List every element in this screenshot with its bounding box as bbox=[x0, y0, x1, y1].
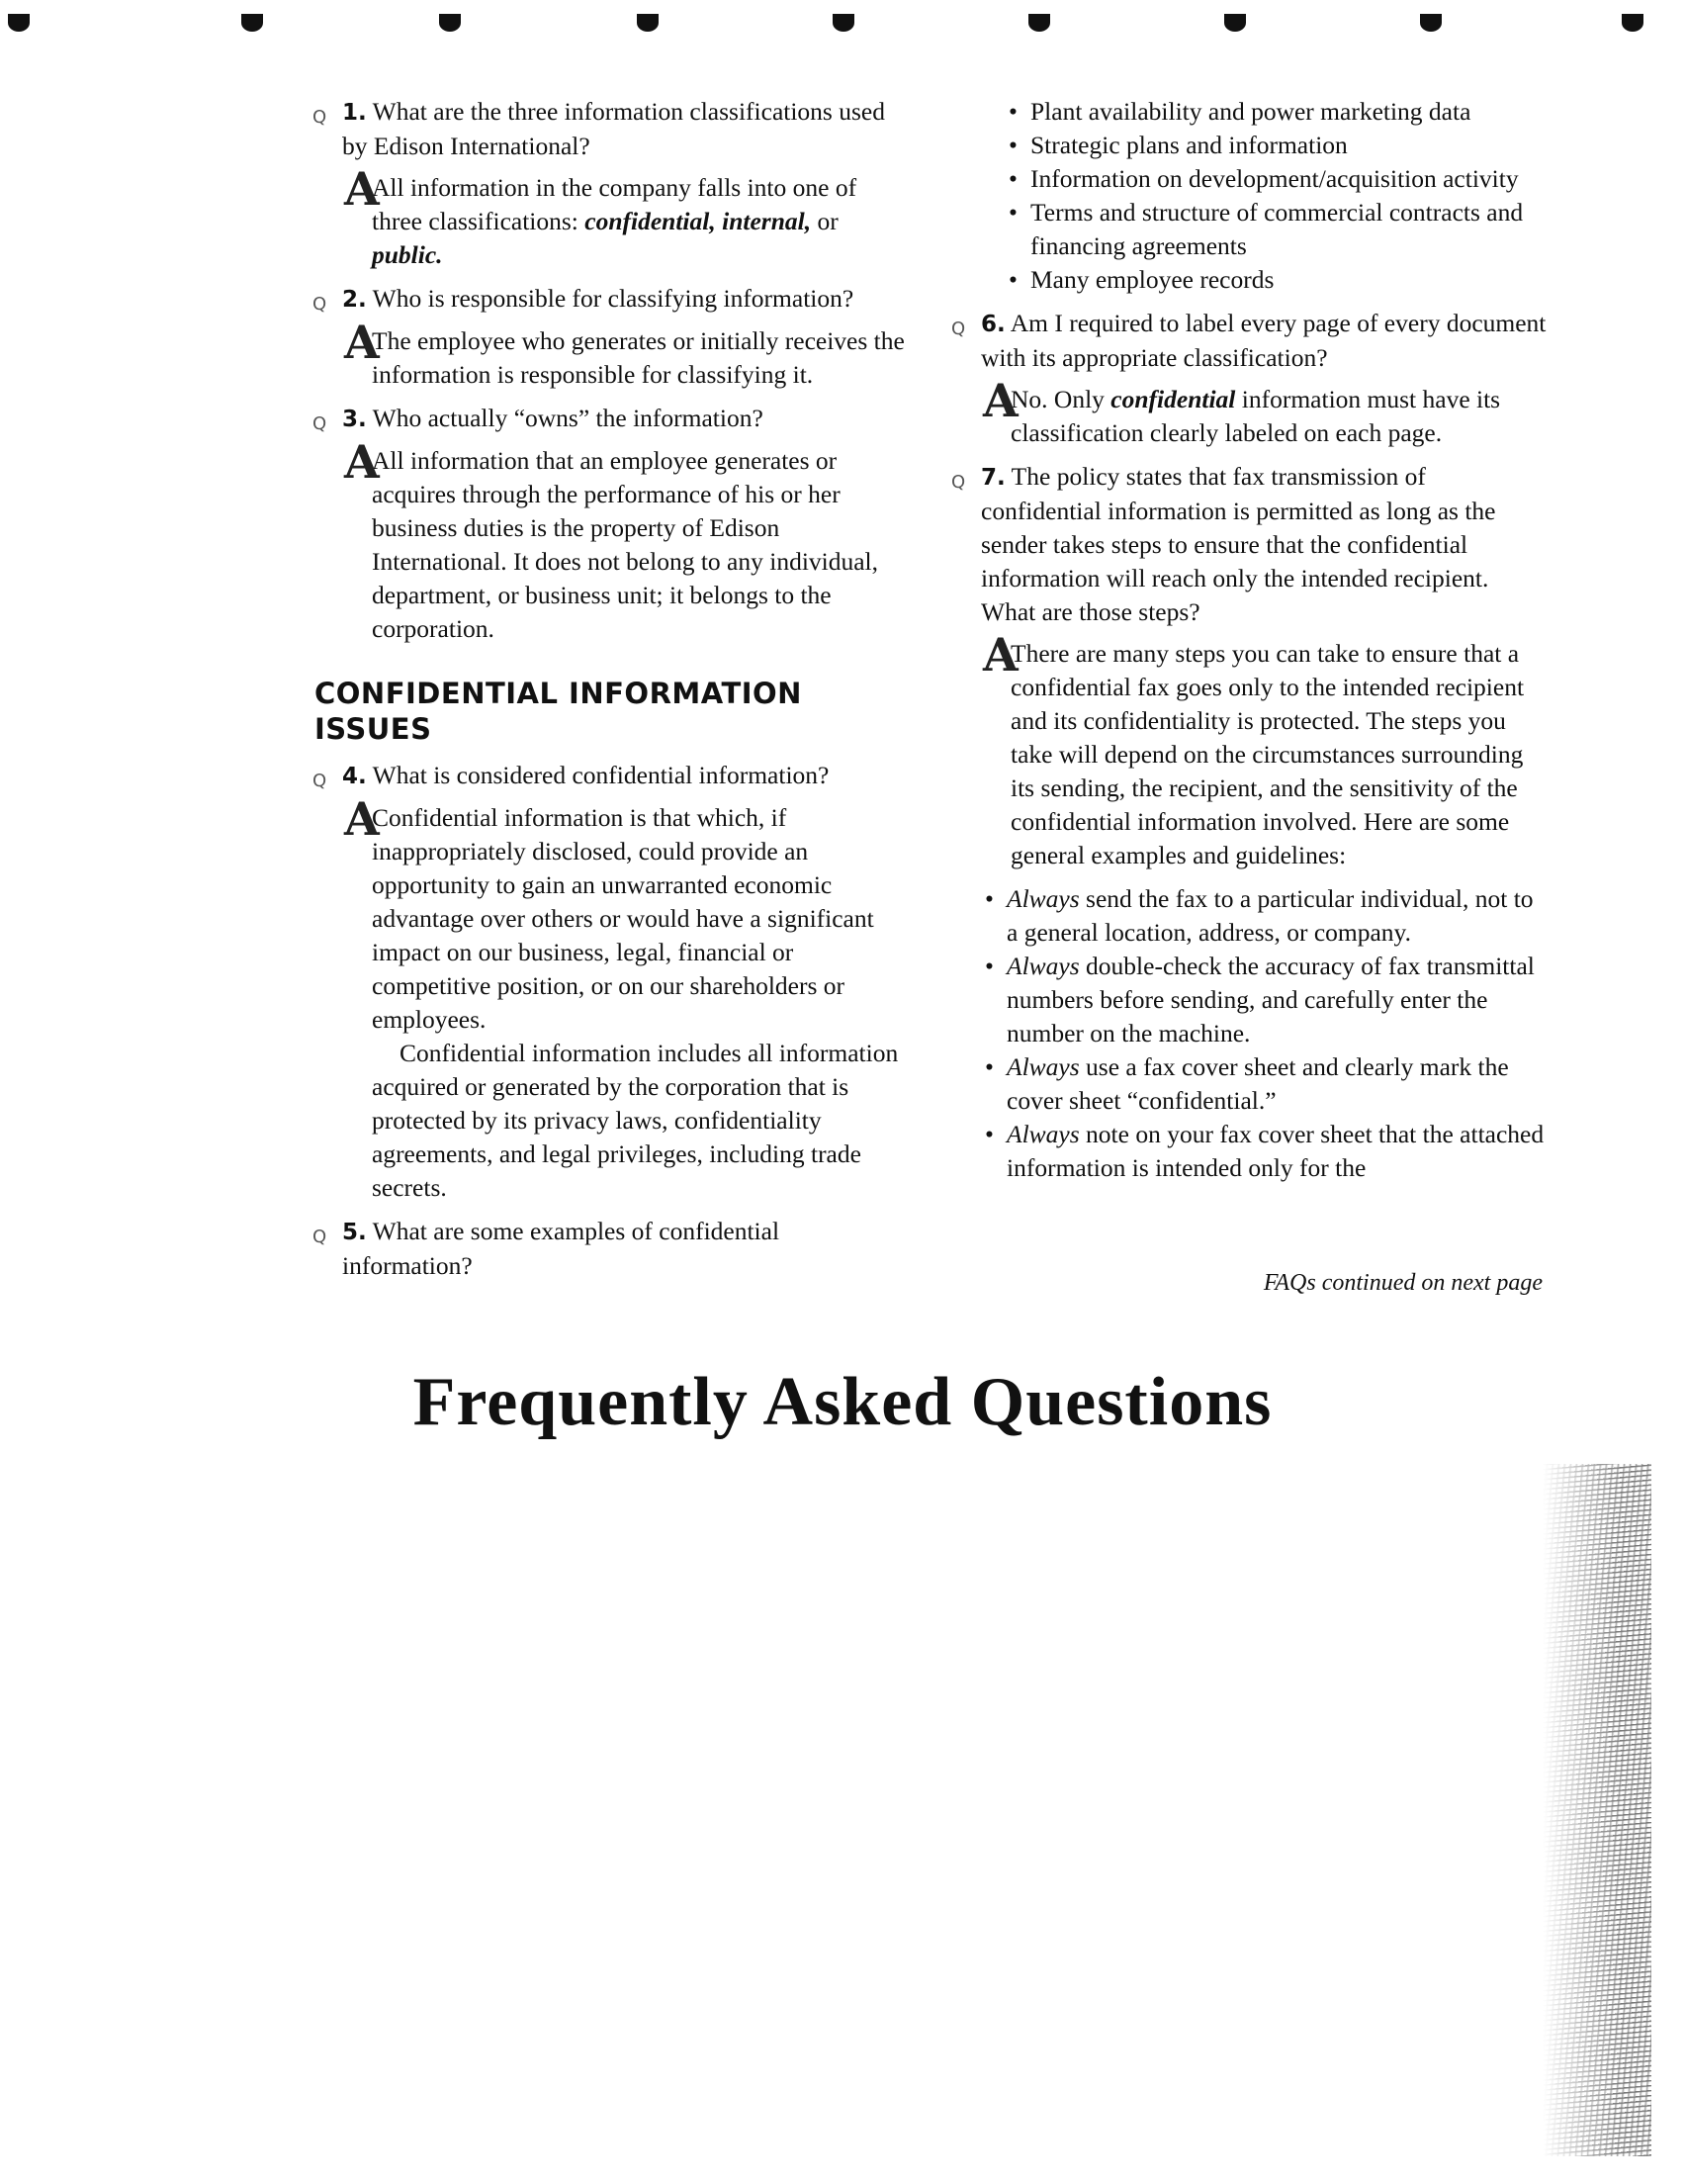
question-6 bbox=[953, 307, 1547, 375]
answer-3 bbox=[344, 435, 908, 646]
answer-mark-icon: A bbox=[344, 792, 380, 846]
question-text: Am I required to label every page of every document with its appropriate classification? bbox=[981, 309, 1547, 372]
answer-mark-icon: A bbox=[344, 162, 380, 216]
list-item: • Terms and structure of commercial contracts and financing agreements bbox=[1003, 196, 1547, 263]
question-4 bbox=[314, 759, 908, 793]
binder-hole bbox=[1224, 14, 1246, 32]
binder-hole bbox=[241, 14, 263, 32]
answer-4 bbox=[344, 792, 908, 1205]
question-number: 3. bbox=[342, 407, 367, 432]
right-column bbox=[953, 95, 1547, 1195]
question-number: 1. bbox=[342, 100, 367, 126]
continued-note: FAQs continued on next page bbox=[1263, 1270, 1543, 1296]
answer-mark-icon: A bbox=[344, 316, 380, 369]
question-1 bbox=[314, 95, 908, 163]
answer-mark-icon: A bbox=[983, 628, 1019, 682]
answer-text: No. Only confidential information must have its classification clearly labeled on each page. bbox=[1011, 385, 1501, 447]
list-item: • Always use a fax cover sheet and clearly mark the cover sheet “confidential.” bbox=[979, 1050, 1547, 1118]
answer-6 bbox=[983, 374, 1547, 450]
answer-1 bbox=[344, 162, 908, 272]
question-number: 2. bbox=[342, 287, 367, 313]
list-item: • Plant availability and power marketing data bbox=[1003, 95, 1547, 129]
answer-7 bbox=[983, 628, 1547, 872]
question-text: The policy states that fax transmission of confidential information is permitted as long as the sender takes steps to ensure that the confidential information will reach only the intended recipient. What are those steps? bbox=[981, 462, 1496, 626]
left-column bbox=[314, 95, 908, 1291]
list-item: • Always note on your fax cover sheet that the attached information is intended only for the bbox=[979, 1118, 1547, 1185]
answer-paragraph: Confidential information includes all information acquired or generated by the corporation that is protected by its privacy laws, confidentiality agreements, and legal privileges, including trade secrets. bbox=[372, 1039, 899, 1202]
answer-text: All information in the company falls into one of three classifications: confidential, internal, or public. bbox=[372, 173, 857, 269]
binder-hole bbox=[1420, 14, 1442, 32]
binder-hole bbox=[833, 14, 854, 32]
binder-hole bbox=[637, 14, 659, 32]
question-text: What are some examples of confidential information? bbox=[342, 1217, 780, 1280]
question-mark-icon: Q bbox=[951, 318, 966, 339]
answer-paragraph: Confidential information is that which, if inappropriately disclosed, could provide an opportunity to gain an unwarranted economic advantage over others or would have a significant impact on our business, legal, financial or competitive position, or on our shareholders or employees. bbox=[372, 803, 874, 1034]
question-mark-icon: Q bbox=[312, 107, 327, 128]
question-mark-icon: Q bbox=[951, 472, 966, 493]
list-item: • Many employee records bbox=[1003, 263, 1547, 297]
confidential-examples-list bbox=[1003, 95, 1547, 297]
question-7 bbox=[953, 460, 1547, 629]
question-3 bbox=[314, 402, 908, 436]
answer-2 bbox=[344, 316, 908, 392]
question-number: 4. bbox=[342, 764, 367, 789]
list-item: • Always double-check the accuracy of fax transmittal numbers before sending, and carefully enter the number on the machine. bbox=[979, 950, 1547, 1050]
question-text: Who actually “owns” the information? bbox=[372, 404, 763, 432]
question-text: Who is responsible for classifying information? bbox=[372, 284, 854, 313]
answer-mark-icon: A bbox=[344, 435, 380, 489]
answer-mark-icon: A bbox=[983, 374, 1019, 427]
question-mark-icon: Q bbox=[312, 294, 327, 315]
binder-hole bbox=[439, 14, 461, 32]
binder-hole bbox=[1028, 14, 1050, 32]
question-mark-icon: Q bbox=[312, 1227, 327, 1247]
page-title: Frequently Asked Questions bbox=[412, 1364, 1273, 1440]
fax-guidelines-list bbox=[979, 882, 1547, 1185]
answer-text: All information that an employee generates or acquires through the performance of his or her business duties is the property of Edison International. It does not belong to any individual, department, or business unit; it belongs to the corporation. bbox=[372, 446, 879, 643]
question-text: What are the three information classifications used by Edison International? bbox=[342, 97, 885, 160]
question-2 bbox=[314, 282, 908, 317]
scan-artifact bbox=[1543, 1464, 1651, 2156]
list-item: • Always send the fax to a particular individual, not to a general location, address, or company. bbox=[979, 882, 1547, 950]
answer-text: The employee who generates or initially receives the information is responsible for classifying it. bbox=[372, 326, 905, 389]
question-mark-icon: Q bbox=[312, 413, 327, 434]
question-mark-icon: Q bbox=[312, 771, 327, 791]
binder-hole bbox=[8, 14, 30, 32]
question-number: 7. bbox=[981, 465, 1006, 491]
question-number: 5. bbox=[342, 1220, 367, 1245]
question-text: What is considered confidential information? bbox=[372, 761, 830, 789]
question-number: 6. bbox=[981, 312, 1006, 337]
question-5 bbox=[314, 1215, 908, 1283]
answer-text: There are many steps you can take to ensure that a confidential fax goes only to the intended recipient and its confidentiality is protected. The steps you take will depend on the circumstances surrounding its sending, the recipient, and the sensitivity of the confidential information involved. Here are some general examples and guidelines: bbox=[1011, 639, 1525, 869]
list-item: • Information on development/acquisition activity bbox=[1003, 162, 1547, 196]
binder-hole bbox=[1622, 14, 1643, 32]
section-heading: CONFIDENTIAL INFORMATION ISSUES bbox=[314, 677, 802, 746]
list-item: • Strategic plans and information bbox=[1003, 129, 1547, 162]
